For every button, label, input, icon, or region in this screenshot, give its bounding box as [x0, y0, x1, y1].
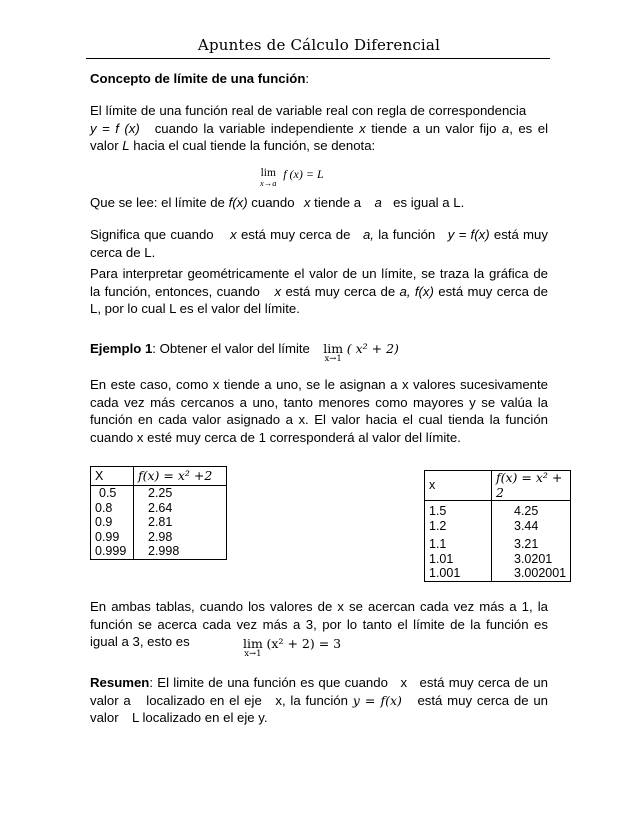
table-cell: 0.999 [91, 544, 134, 559]
header-rule [86, 58, 550, 59]
section-heading [90, 70, 548, 88]
table-cell: 3.21 [492, 533, 571, 552]
table-row [425, 533, 571, 552]
limit-formula-2 [243, 637, 383, 659]
table-cell: 1.001 [425, 566, 492, 581]
intro-text-3: tiende a un valor fijo [371, 120, 497, 136]
summary-x: x [400, 675, 408, 690]
table-cell: 2.998 [134, 544, 227, 559]
table-cell: 4.25 [492, 501, 571, 519]
reading-x: x [303, 195, 311, 210]
meaning-text-3: la función [378, 227, 436, 242]
table-cell: 0.5 [91, 486, 134, 501]
table-cell: 2.81 [134, 515, 227, 530]
table-right-header-fx: f(x) = x² + 2 [492, 471, 571, 501]
meaning-text-2: está muy cerca de [240, 227, 351, 242]
summary-text-1: : El limite de una función es que cuando [149, 675, 388, 690]
values-table-left [90, 466, 227, 560]
reading-a: a [374, 195, 382, 210]
table-cell: 1.2 [425, 519, 492, 534]
lim-expr-1: f (x) = L [283, 167, 324, 181]
example-lim-sub: x→1 [324, 354, 342, 364]
example-expr: ( x² + 2) [346, 341, 399, 356]
document-header: Apuntes de Cálculo Diferencial [197, 36, 441, 54]
reading-text-1: Que se lee: el límite de [90, 195, 225, 210]
table-left-header-x: X [91, 467, 134, 486]
meaning-a: a, [362, 227, 374, 242]
meaning-x: x [230, 227, 237, 242]
summary-label: Resumen [90, 675, 150, 690]
table-header-row [91, 467, 227, 486]
intro-y-eq: y = [90, 120, 110, 136]
table-row [91, 515, 227, 530]
meaning-paragraph [90, 226, 548, 261]
limit-formula-1 [260, 167, 400, 188]
table-cell: 2.98 [134, 530, 227, 545]
lim-sub-1: x→a [260, 178, 277, 188]
heading-colon: : [305, 71, 310, 86]
intro-a: a [501, 120, 510, 136]
meaning-text-1: Significa que cuando [90, 227, 214, 242]
intro-x: x [359, 120, 366, 136]
reading-text-2: cuando [251, 195, 295, 210]
intro-paragraph [90, 102, 548, 155]
table-row [91, 530, 227, 545]
table-cell: 0.9 [91, 515, 134, 530]
table-right-header-x: x [425, 471, 492, 501]
intro-text-2: cuando la variable independiente [154, 120, 354, 136]
intro-text-5: hacia el cual tiende la función, se denota: [133, 138, 376, 153]
table-row [91, 486, 227, 501]
table-row [425, 552, 571, 567]
reading-text-3: tiende a [314, 195, 362, 210]
summary-text-4: la función [290, 692, 348, 708]
table-cell: 2.64 [134, 501, 227, 516]
reading-paragraph [90, 194, 548, 212]
table-row [425, 501, 571, 519]
summary-text-3: localizado en el eje [146, 692, 262, 708]
intro-text-1: El límite de una función real de variable real con regla de correspondencia [90, 103, 527, 118]
intro-text-4: , es el valor [90, 120, 548, 153]
summary-x2: x, [275, 692, 286, 708]
table-cell: 0.8 [91, 501, 134, 516]
values-table-right [424, 470, 571, 582]
summary-text-6: localizado en el eje y. [142, 710, 268, 725]
meaning-text-4: está muy cerca de L. [90, 227, 548, 260]
summary-yfx: y = f(x) [352, 692, 402, 708]
table-cell: 3.44 [492, 519, 571, 534]
lim-expr-2: (x² + 2) = 3 [266, 636, 342, 651]
table-cell: 1.5 [425, 501, 492, 519]
summary-paragraph [90, 674, 548, 727]
table-row [425, 566, 571, 581]
example-paragraph [90, 340, 548, 362]
lim-label-1: lim [260, 167, 276, 179]
geometric-text-1: Para interpretar geométricamente el valor de un límite, se traza la gráfica de la función, entonces, cuando [90, 266, 548, 299]
table-row [91, 501, 227, 516]
table-row [91, 544, 227, 559]
geometric-fx: f(x) [414, 283, 434, 299]
table-cell: 3.0201 [492, 552, 571, 567]
geometric-text-2: está muy cerca de [285, 283, 396, 299]
reading-text-4: es igual a L. [393, 195, 465, 210]
geometric-paragraph [90, 265, 548, 318]
example-lim: lim [323, 341, 344, 356]
summary-text-5: está muy cerca de un valor [90, 692, 548, 725]
conclusion-paragraph: En ambas tablas, cuando los valores de x se acercan cada vez más a 1, la función se acerca cada vez más a 3, por lo tanto el límite de la función es igual a 3, esto es [90, 599, 548, 649]
section-heading-text: Concepto de límite de una función [90, 71, 306, 86]
example-label: Ejemplo 1 [90, 341, 153, 356]
table-left-header-fx: f(x) = x² +2 [134, 467, 227, 486]
summary-L: L [131, 710, 139, 725]
table-cell: 1.1 [425, 533, 492, 552]
table-header-row [425, 471, 571, 501]
intro-fx: f (x) [115, 120, 140, 136]
intro-L: L [122, 138, 130, 153]
meaning-yfx: y = f(x) [447, 227, 490, 242]
lim-sub-2: x→1 [244, 649, 262, 659]
explanation-paragraph: En este caso, como x tiende a uno, se le asignan a x valores sucesivamente cada vez más cercanos a uno, tanto menores como mayores y se valúa la función en cada valor asignado a x. El valor hacia el cual tienda la función cuando x esté muy cerca de 1 corresponderá al valor del límite. [90, 377, 548, 445]
summary-text-2: está muy cerca de un valor [90, 675, 548, 708]
table-cell: 0.99 [91, 530, 134, 545]
geometric-text-3: está muy cerca de L, por lo cual L es el valor del límite. [90, 283, 548, 316]
geometric-x: x [274, 283, 282, 299]
table-cell: 2.25 [134, 486, 227, 501]
reading-fx: f(x) [228, 195, 248, 210]
geometric-a: a, [399, 283, 411, 299]
lim-label-2: lim [243, 636, 263, 651]
table-cell: 3.002001 [492, 566, 571, 581]
example-text: : Obtener el valor del límite [152, 341, 310, 356]
table-row [425, 519, 571, 534]
summary-a: a [123, 692, 131, 708]
table-cell: 1.01 [425, 552, 492, 567]
